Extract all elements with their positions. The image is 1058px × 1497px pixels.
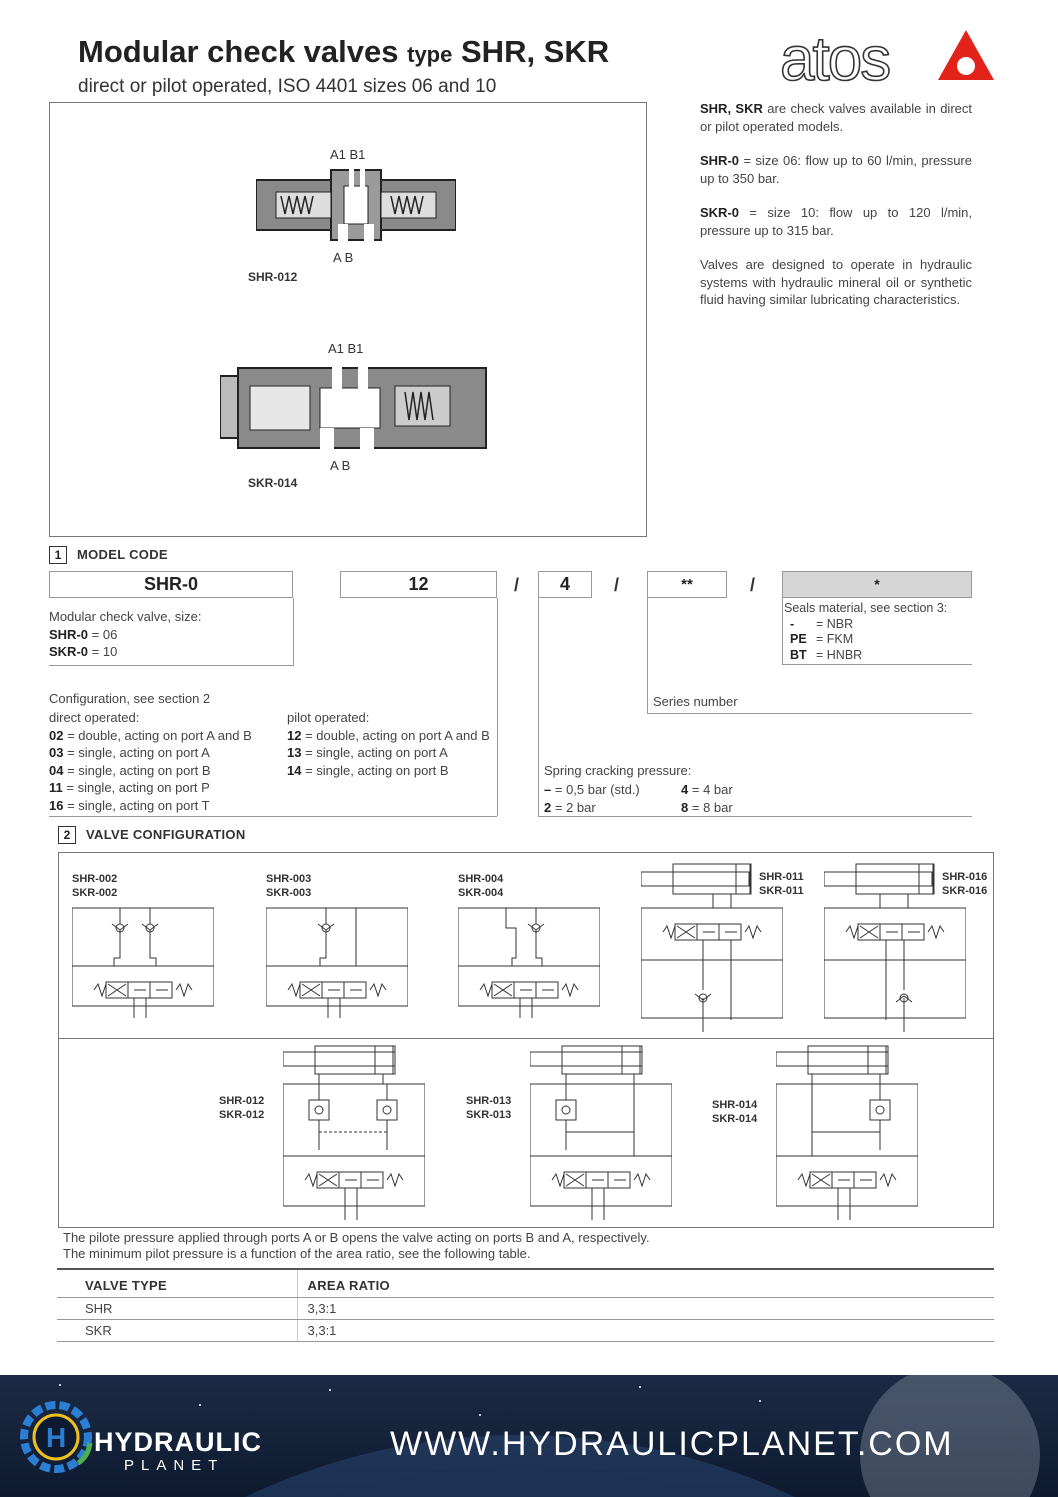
slash-2: /	[614, 575, 620, 595]
cfg-label-003: SHR-003 SKR-003	[266, 873, 312, 899]
cfg-label-014: SHR-014 SKR-014	[712, 1099, 758, 1125]
spring-opt-8: 8 = 8 bar	[681, 800, 733, 815]
schematic-004	[458, 906, 600, 1025]
pilot-pressure-note: The pilote pressure applied through ports A or B opens the valve acting on ports B and A, respectively. The minimum pilot pressure is a function of the area ratio, see the following table.	[63, 1230, 650, 1261]
code-box-series: SHR-0	[49, 571, 293, 598]
cfg-label-012: SHR-012 SKR-012	[219, 1095, 265, 1121]
schematic-011	[641, 860, 783, 1041]
slash-1: /	[514, 575, 520, 595]
cfg-label-013: SHR-013 SKR-013	[466, 1095, 512, 1121]
spring-opt-2: 2 = 2 bar	[544, 800, 596, 815]
config-title: Configuration, see section 2	[49, 691, 211, 706]
skr-top-ports: A1 B1	[328, 341, 364, 356]
code-box-config: 12	[340, 571, 497, 598]
skr-cutaway-image	[220, 360, 488, 465]
slash-3: /	[750, 575, 756, 595]
spring-opt-std: – = 0,5 bar (std.)	[544, 782, 640, 797]
schematic-013	[530, 1044, 672, 1229]
shr-bottom-ports: A B	[333, 250, 354, 265]
schematic-012	[283, 1044, 425, 1229]
spring-opt-4: 4 = 4 bar	[681, 782, 733, 797]
atos-logo	[780, 28, 996, 93]
cfg-label-002: SHR-002 SKR-002	[72, 873, 118, 899]
shr-cutaway-image	[256, 166, 456, 249]
section-1-header: 1 MODEL CODE	[49, 546, 168, 564]
skr-bottom-ports: A B	[330, 458, 351, 473]
col-valve-type: VALVE TYPE	[57, 1269, 297, 1298]
footer-brand-sub: PLANET	[124, 1457, 225, 1474]
cfg-label-016: SHR-016 SKR-016	[942, 871, 988, 897]
direct-operated-list: direct operated: 02 = double, acting on port A and B 03 = single, acting on port A 04 = single, acting on port B 11 = single, acting on port P 16 = single, acting on port T	[49, 710, 252, 813]
size-desc: Modular check valve, size: SHR-0 = 06 SKR-0 = 10	[49, 609, 202, 659]
code-box-spring: 4	[538, 571, 592, 598]
svg-text:H: H	[46, 1422, 67, 1453]
page-subtitle: direct or pilot operated, ISO 4401 sizes 06 and 10	[78, 76, 497, 97]
table-header-row	[57, 1269, 994, 1298]
col-area-ratio: AREA RATIO	[297, 1269, 994, 1298]
section-2-header: 2 VALVE CONFIGURATION	[58, 826, 246, 844]
shr-photo-label: SHR-012	[248, 270, 298, 284]
footer-brand-name: HYDRAULIC	[94, 1427, 262, 1457]
footer-banner	[0, 1375, 1058, 1497]
intro-text: SHR, SKR are check valves available in direct or pilot operated models. SHR-0 = size 06: flow up to 60 l/min, pressure up to 350 bar. SKR-0 = size 10: flow up to 120 l/min, pressure up to 315 bar. Valves are designed to operate in hydraulic systems with hydraulic mineral oil or synthetic fluid having similar lubricating characteristics.	[700, 101, 972, 307]
hydraulic-planet-logo-icon	[18, 1393, 98, 1484]
series-number-label: Series number	[653, 694, 738, 709]
area-ratio-table	[57, 1268, 994, 1342]
schematic-016	[824, 860, 966, 1041]
skr-photo-label: SKR-014	[248, 476, 298, 490]
code-box-seals: *	[782, 571, 972, 598]
spring-title: Spring cracking pressure:	[544, 763, 692, 778]
schematic-014	[776, 1044, 918, 1229]
table-row: SHR 3,3:1	[57, 1298, 994, 1320]
footer-website-link[interactable]: WWW.HYDRAULICPLANET.COM	[390, 1425, 954, 1463]
cfg-label-011: SHR-011 SKR-011	[759, 871, 804, 897]
schematic-002	[72, 906, 214, 1025]
seals-desc: Seals material, see section 3: - = NBR PE = FKM BT = HNBR	[784, 601, 948, 662]
shr-top-ports: A1 B1	[330, 147, 366, 162]
page-title: Modular check valves type SHR, SKR	[78, 34, 610, 69]
pilot-operated-list: pilot operated: 12 = double, acting on port A and B 13 = single, acting on port A 14 = single, acting on port B	[287, 710, 490, 778]
code-box-series-number: **	[647, 571, 727, 598]
cfg-label-004: SHR-004 SKR-004	[458, 873, 504, 899]
table-row: SKR 3,3:1	[57, 1320, 994, 1342]
schematic-003	[266, 906, 408, 1025]
logo-text: atos	[780, 28, 890, 88]
